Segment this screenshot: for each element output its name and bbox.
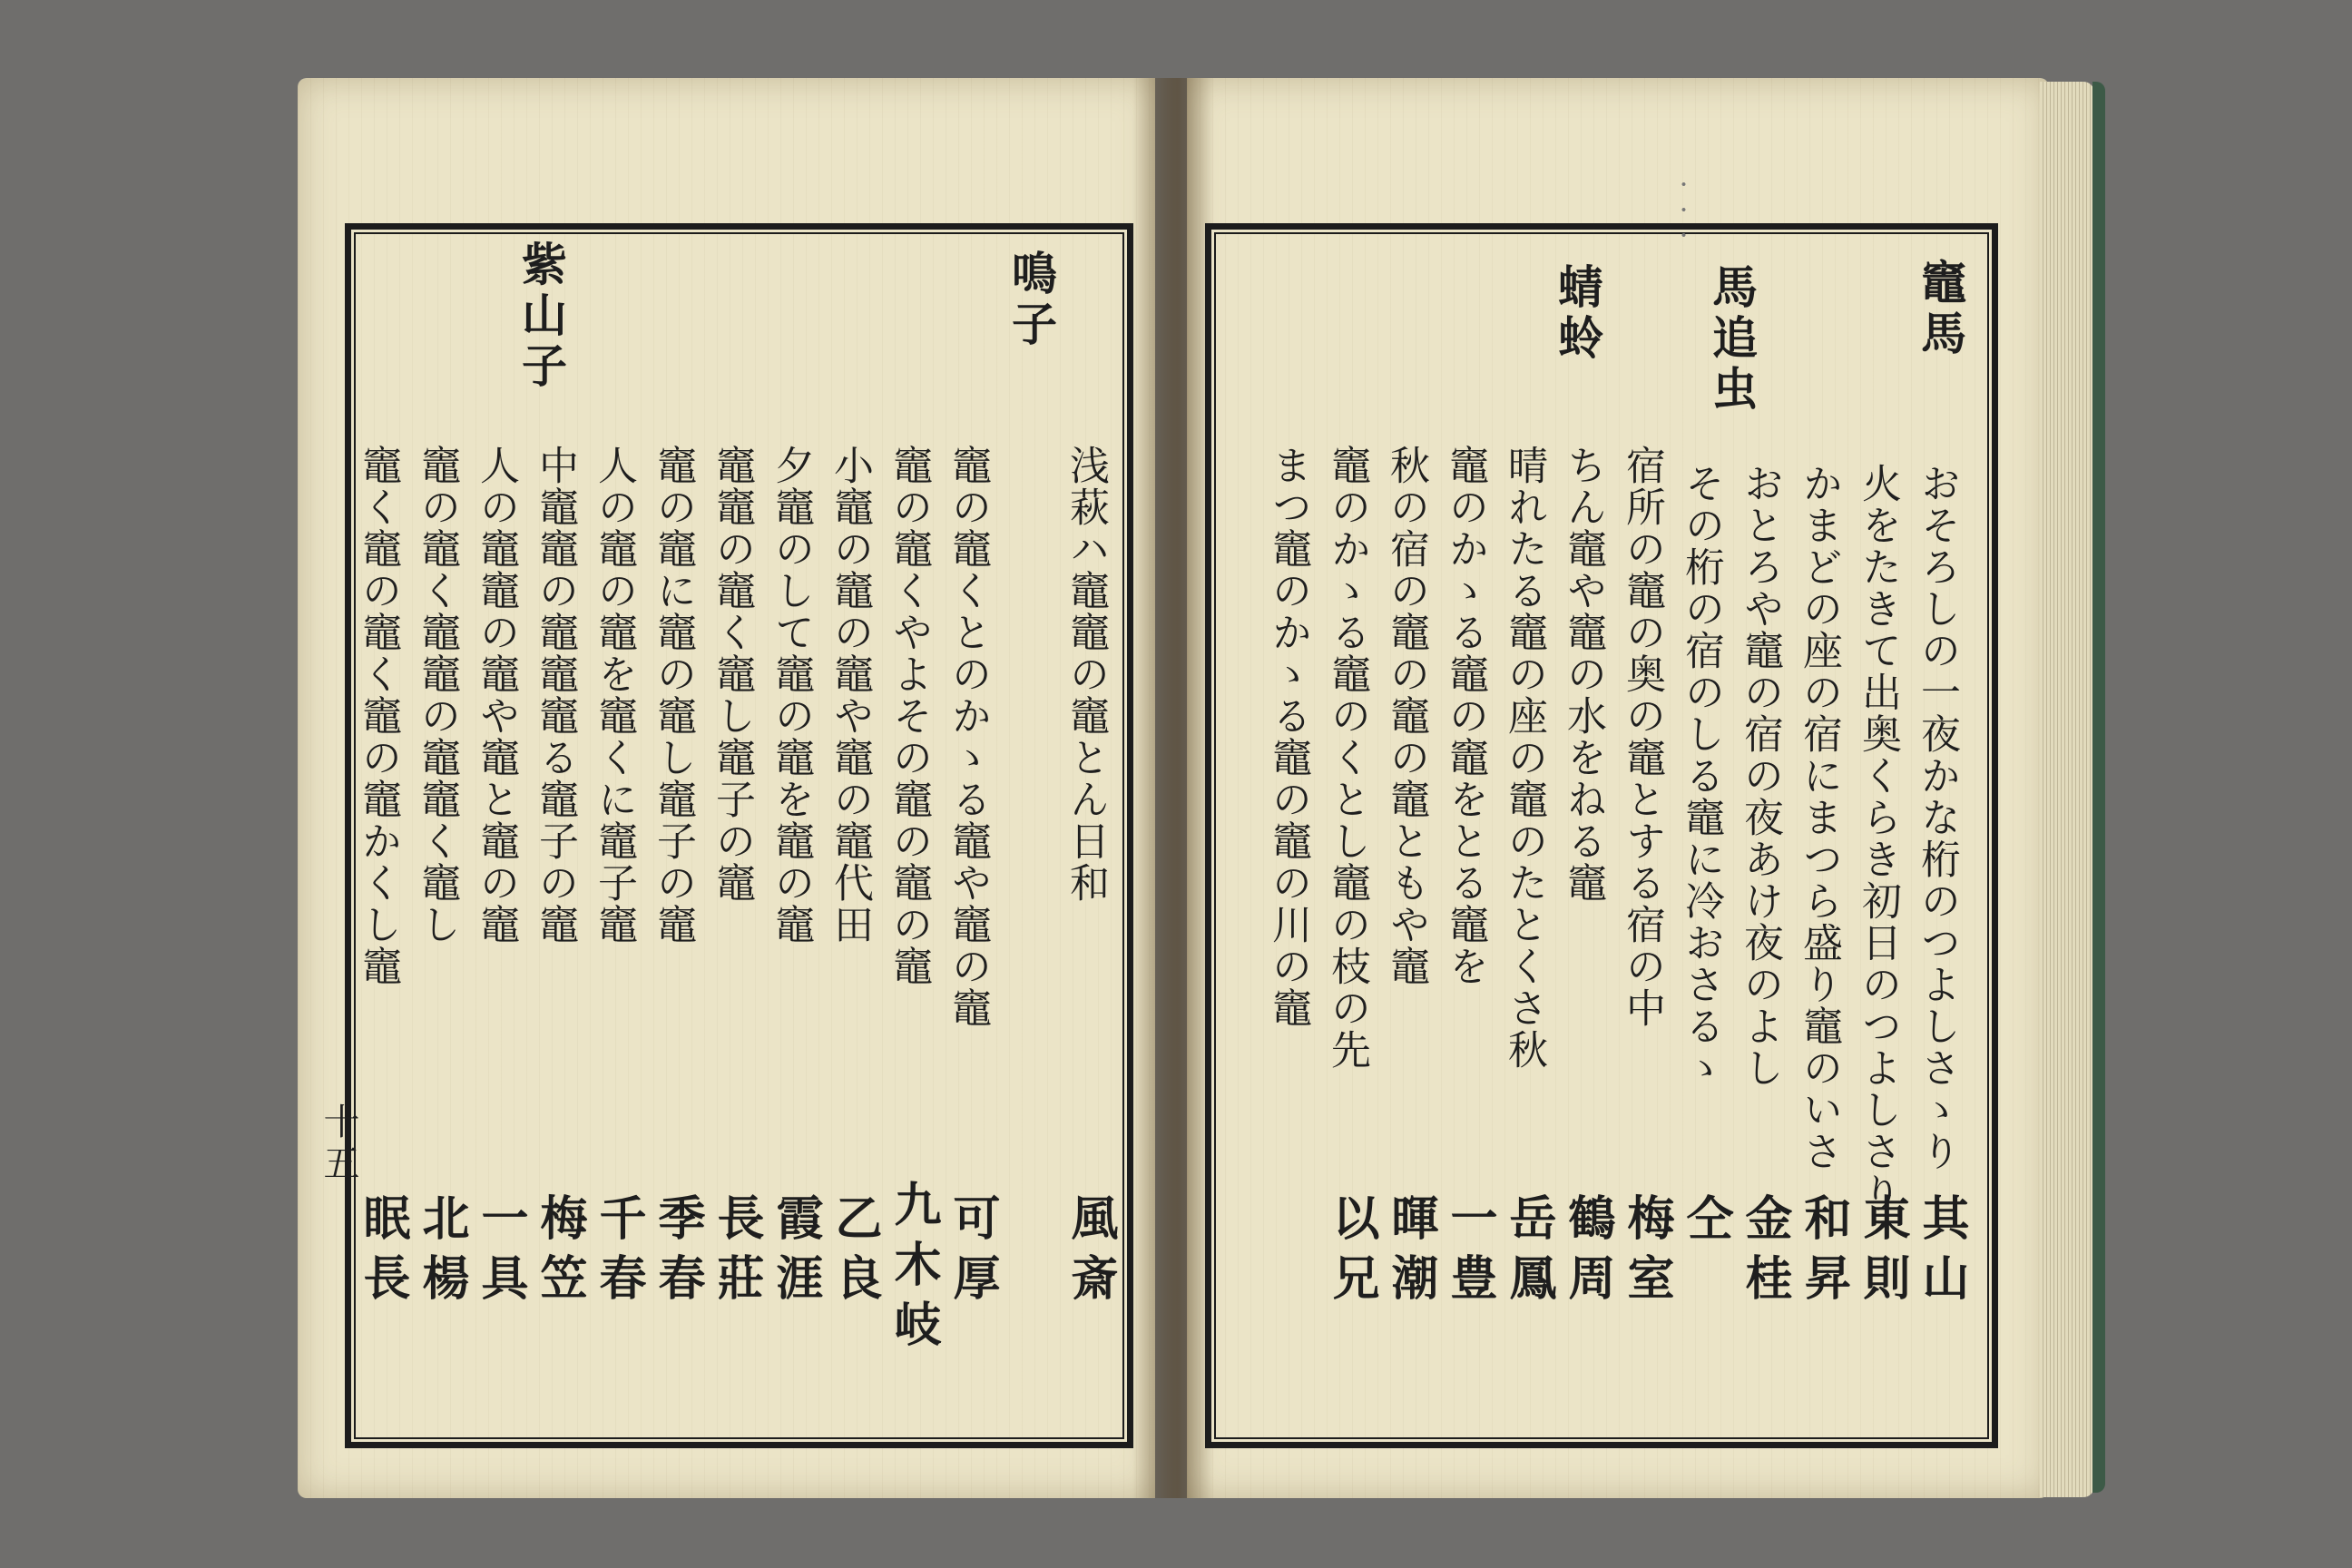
author-name: 一豊 — [1442, 1193, 1497, 1313]
poem-line: 竈のかゝる竈のくとし竈の枝の先 — [1324, 445, 1370, 1071]
author-name: 千春 — [591, 1193, 646, 1313]
cover-edge — [2092, 82, 2105, 1493]
author-name: 梅笠 — [532, 1193, 587, 1313]
author-name: 北楊 — [414, 1193, 469, 1313]
author-name: 以兄 — [1324, 1193, 1379, 1313]
poem-line: 竈のかゝる竈の竈をとる竈を — [1442, 445, 1488, 987]
entry-title: 紫山子 — [514, 240, 568, 393]
author-name: 岳鳳 — [1501, 1193, 1556, 1313]
poem-line: 秋の宿の竈の竈の竈ともや竈 — [1383, 445, 1429, 987]
author-name: 梅室 — [1619, 1193, 1674, 1313]
author-name: 乙良 — [827, 1193, 882, 1313]
poem-line: 人の竈竈の竈や竈と竈の竈 — [473, 445, 519, 946]
entry-title: 鳴子 — [1004, 250, 1058, 351]
author-name: 暉潮 — [1383, 1193, 1438, 1313]
poem-line: 小竈の竈の竈や竈の竈代田 — [827, 445, 873, 946]
author-name: 鶴周 — [1560, 1193, 1615, 1313]
poem-line: 夕竈のして竈の竈を竈の竈 — [768, 445, 814, 946]
poem-line: その桁の宿のしる竈に冷おさるゝ — [1678, 463, 1724, 1089]
poem-line: 火をたきて出奥くらき初日のつよしさり — [1855, 463, 1901, 1214]
poem-line: 竈の竈くやよその竈の竈の竈 — [886, 445, 932, 987]
poem-line: おとろや竈の宿の夜あけ夜のよし — [1737, 463, 1783, 1089]
poem-line: おそろしの一夜かな桁のつよしさゝり — [1914, 463, 1960, 1172]
author-name: 九木岐 — [886, 1180, 941, 1359]
author-name: 霞涯 — [768, 1193, 823, 1313]
author-name: 和昇 — [1796, 1193, 1851, 1313]
author-name: 其山 — [1914, 1193, 1969, 1313]
author-name: 仝 — [1678, 1193, 1733, 1253]
author-name: 東則 — [1855, 1193, 1910, 1313]
poem-line: 竈の竈く竈竈の竈竈く竈し — [414, 445, 460, 946]
author-name: 長莊 — [709, 1193, 764, 1313]
poem-line: かまどの座の宿にまつら盛り竈のいさ — [1796, 463, 1842, 1172]
entry-title: 蜻蛉 — [1551, 263, 1604, 365]
page-edges — [2040, 82, 2094, 1497]
author-name: 可厚 — [945, 1193, 1000, 1313]
poem-line: 竈の竈に竈の竈し竈子の竈 — [650, 445, 696, 946]
author-name: 季春 — [650, 1193, 705, 1313]
top-mark: ・・・ — [1671, 174, 1693, 250]
poem-line: 浅萩ハ竈竈の竈とん日和 — [1063, 445, 1109, 904]
book-gutter — [1132, 78, 1214, 1498]
poem-line: 竈竈の竈く竈し竈子の竈 — [709, 445, 755, 904]
poem-line: 中竈竈の竈竈竈る竈子の竈 — [532, 445, 578, 946]
poem-line: ちん竈や竈の水をねる竈 — [1560, 445, 1606, 904]
folio-number: 十五 — [318, 1102, 359, 1186]
entry-title: 竈馬 — [1914, 259, 1967, 360]
poem-line: 晴れたる竈の座の竈のたとくさ秋 — [1501, 445, 1547, 1071]
author-name: 眠長 — [355, 1193, 410, 1313]
author-name: 金桂 — [1737, 1193, 1792, 1313]
poem-line: 竈の竈くとのかゝる竈や竈の竈 — [945, 445, 991, 1029]
poem-line: 人の竈の竈を竈くに竈子竈 — [591, 445, 637, 946]
poem-line: 竈く竈の竈く竈の竈かくし竈 — [355, 445, 401, 987]
poem-line: 宿所の竈の奥の竈とする宿の中 — [1619, 445, 1665, 1029]
author-name: 風斎 — [1063, 1193, 1118, 1313]
entry-title: 馬追虫 — [1705, 263, 1759, 416]
poem-line: まつ竈のかゝる竈の竈の川の竈 — [1265, 445, 1311, 1029]
author-name: 一具 — [473, 1193, 528, 1313]
